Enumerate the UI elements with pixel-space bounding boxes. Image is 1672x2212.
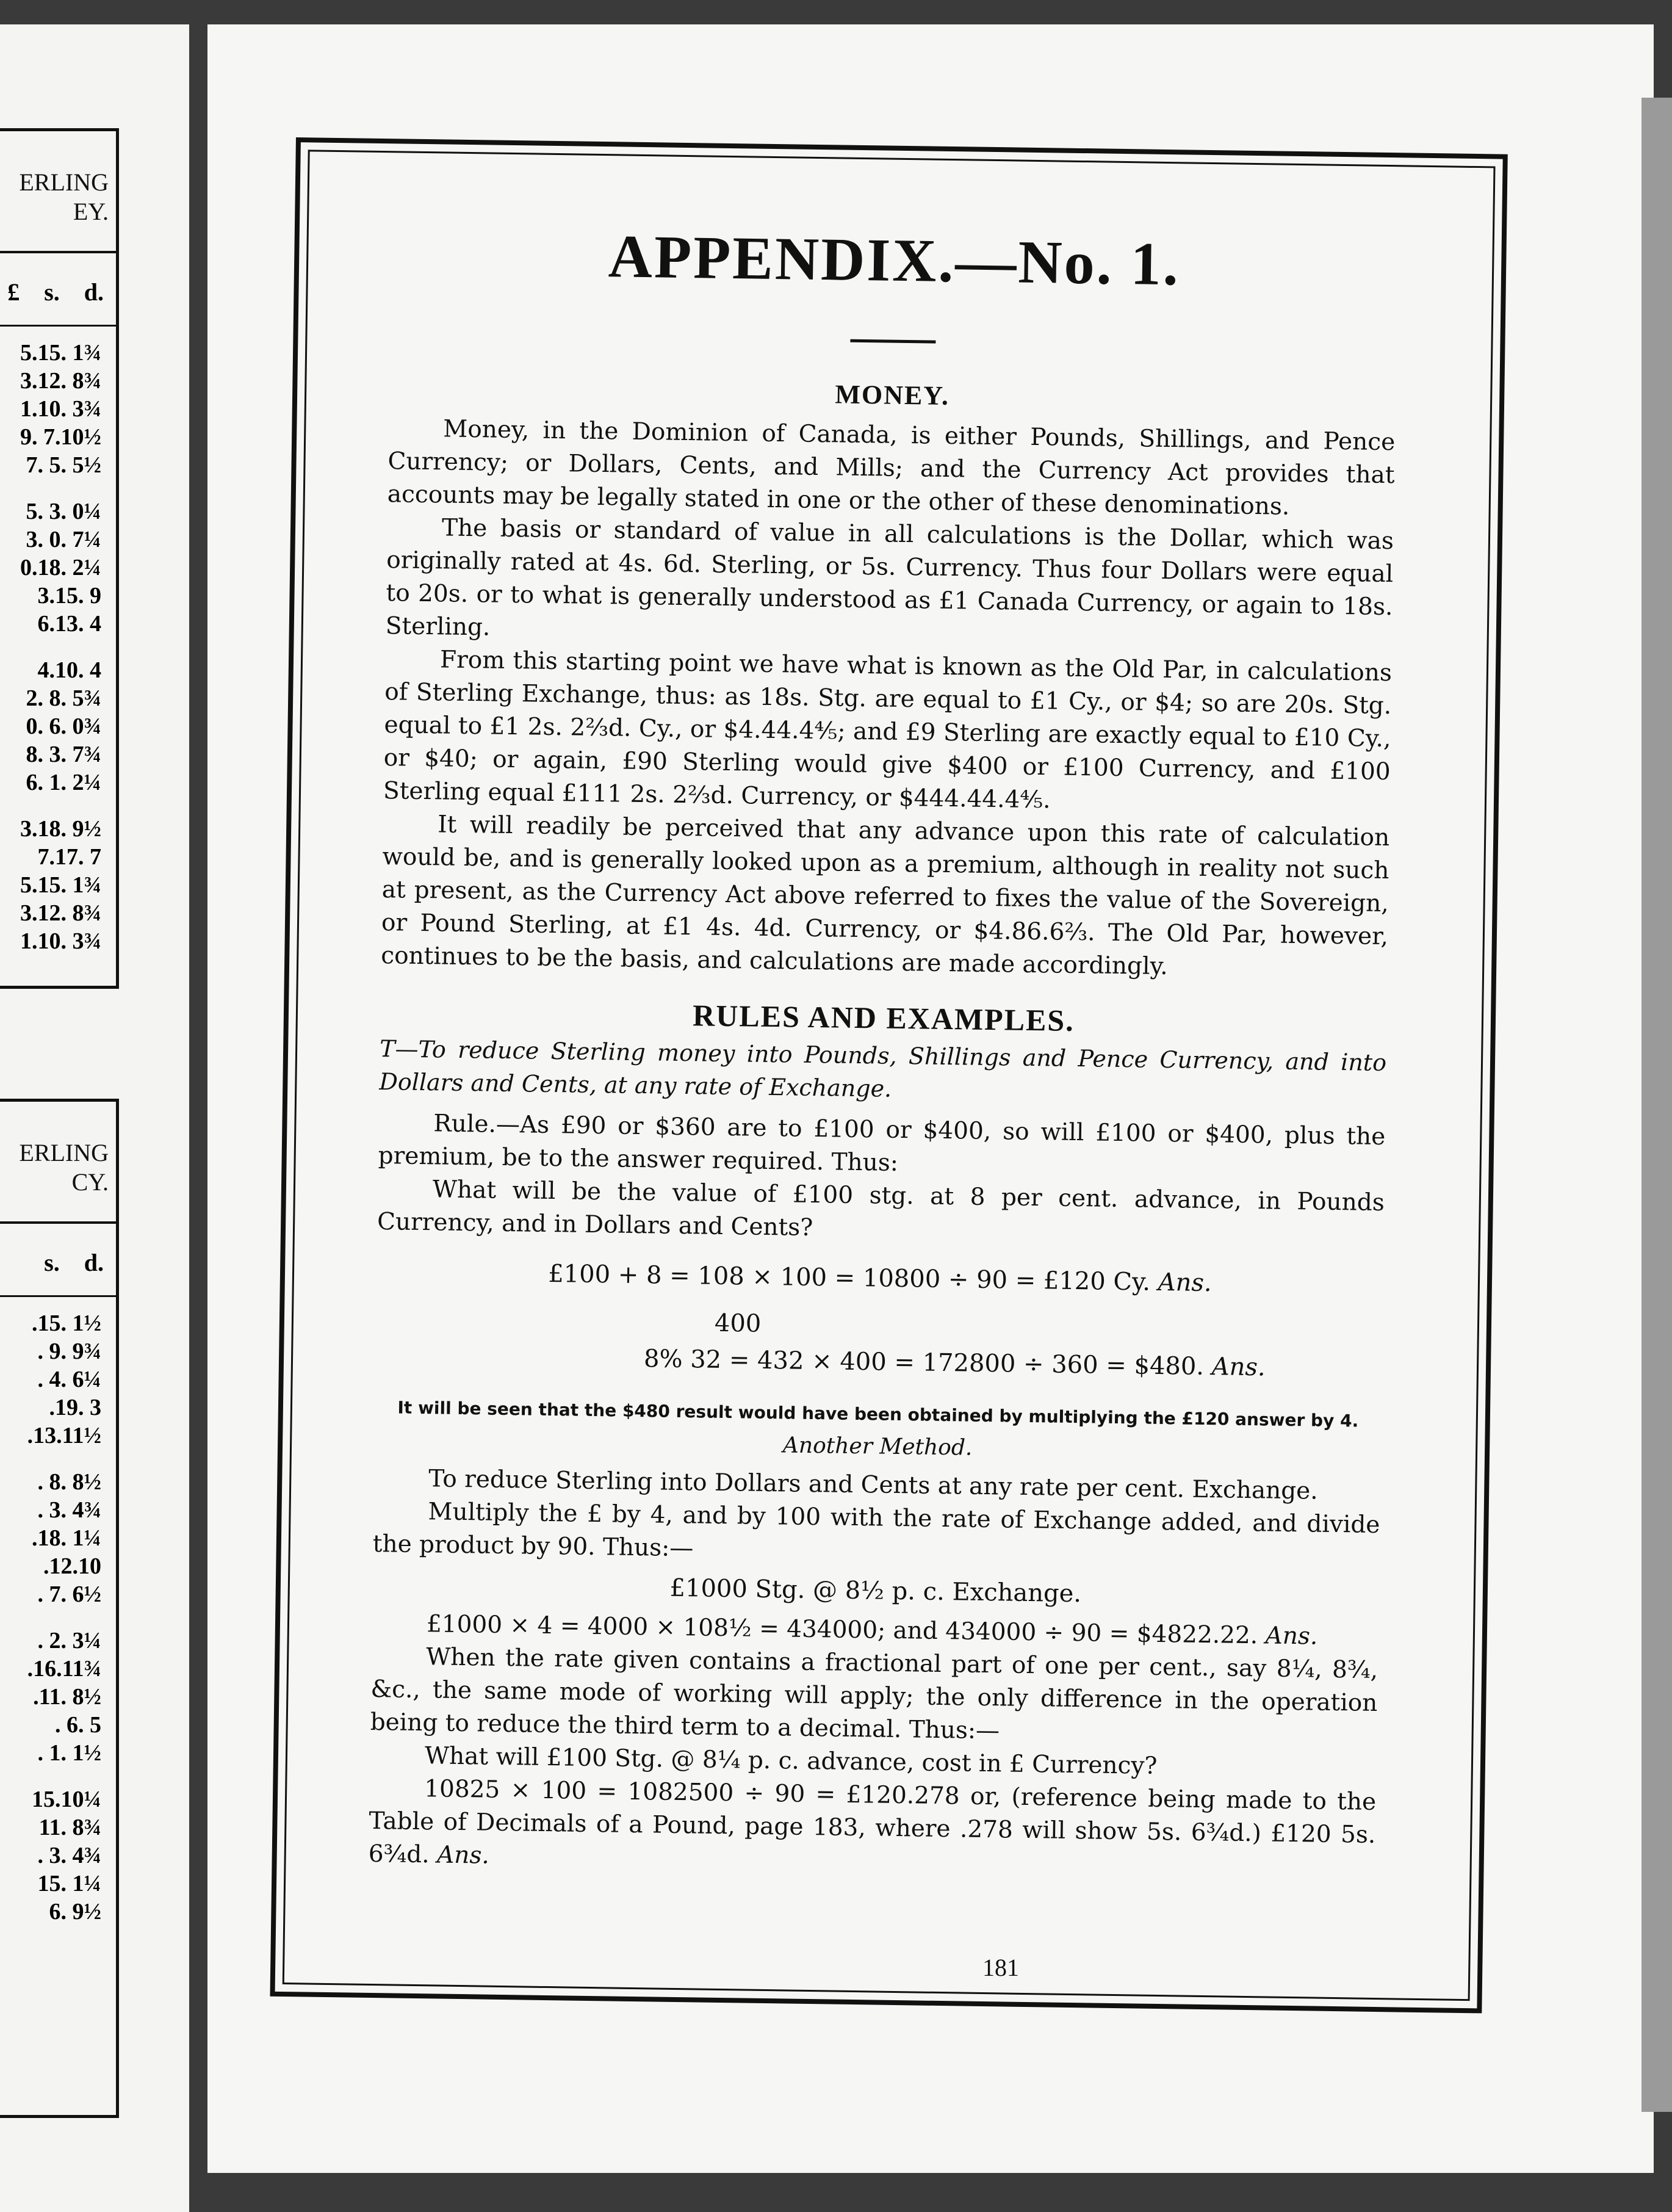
table-row: .13.11½ [27,1423,101,1448]
equation-1 [377,1254,1384,1303]
question-1: What will be the value of £100 stg. at 8 per cent. advance, in Pounds Currency, and in Dollars and Cents? [377,1176,1385,1242]
table-row: 11. 8¾ [38,1815,101,1840]
table1-columns: £ s. d. [0,253,116,327]
table-row: 3. 0. 7¼ [26,527,101,552]
table-row: 7. 5. 5½ [26,452,101,478]
another-method-heading: Another Method. [782,1433,973,1461]
equation-3: £1000 Stg. @ 8½ p. c. Exchange. [669,1574,1082,1608]
note-line: It will be seen that the $480 result would have been obtained by multiplying the £120 answer by 4. [397,1397,1359,1431]
table-row: 9. 7.10½ [20,424,101,450]
paragraph-4: It will readily be perceived that any advance upon this rate of calculation would be, and is generally looked upon as a premium, although in reality not such at present, as the Currency Act above referred to fixes the value of the Sovereign, or Pound Sterling, at £1 4s. 4d. Currency, or $4.86.6⅔. The Old Par, however, continues to be the basis, and calculations are made accordingly. [380,811,1390,981]
final-ans: Ans. [436,1841,490,1870]
final-answer [368,1772,1376,1885]
table-row: 15.10¼ [32,1787,101,1812]
table-row: . 7. 6½ [37,1581,101,1607]
equation-2-text: 8% 32 = 432 × 400 = 172800 ÷ 360 = $480. [643,1345,1205,1381]
table-row: . 3. 4¾ [37,1843,101,1868]
method-text-1: To reduce Sterling into Dollars and Cents at any rate per cent. Exchange. [428,1465,1319,1505]
table-row [0,1608,101,1627]
table1-header-line1: ERLING [19,168,109,196]
table-row: 3.12. 8¾ [20,368,101,394]
table-row [0,479,101,497]
sterling-table-2 [0,1099,119,2118]
table-row [0,1767,101,1785]
table-row: . 8. 8½ [37,1469,101,1495]
table-row: 7.17. 7 [37,844,101,870]
table-row: 1.10. 3¾ [20,928,101,954]
table-row: . 2. 3¼ [37,1628,101,1654]
table-row: 8. 3. 7¾ [26,742,101,767]
table-row: .18. 1¼ [32,1525,101,1551]
table-row: 6.13. 4 [37,611,101,637]
table-row: 5.15. 1¾ [20,340,101,366]
section-money-heading: MONEY. [835,379,950,411]
equation-4-text: £1000 × 4 = 4000 × 108½ = 434000; and 434000 ÷ 90 = $4822.22. [426,1610,1258,1650]
page-title: APPENDIX.—No. 1. [608,222,1181,298]
table-row: 0.18. 2¼ [20,555,101,580]
paragraph-1: Money, in the Dominion of Canada, is either Pounds, Shillings, and Pence Currency; or Dollars, Cents, and Mills; and the Currency Act provides that accounts may be legally stated in one or the other of these denominations. [387,415,1396,521]
rule-heading: T—To reduce Sterling money into Pounds, Shillings and Pence Currency, and into Dollars and Cents, at any rate of Exchange. [379,1035,1387,1102]
table2-columns: s. d. [0,1224,116,1297]
equation-2-numerator: 400 [714,1309,762,1338]
table-row: 3.15. 9 [37,583,101,609]
final-text: 10825 × 100 = 1082500 ÷ 90 = £120.278 or, (reference being made to the Table of Decimals of a Pound, page 183, where .278 will show 5s. 6¾d.) £120 5s. 6¾d. [368,1775,1377,1869]
table-row: . 6. 5 [55,1712,101,1738]
table1-header-line2: EY. [73,198,109,225]
question-2: What will £100 Stg. @ 8¼ p. c. advance, cost in £ Currency? [424,1742,1158,1780]
table-row: 0. 6. 0¾ [26,714,101,739]
table-row: 2. 8. 5¾ [26,685,101,711]
book-edge [1641,98,1672,2112]
table-row: . 4. 6¼ [37,1367,101,1392]
table-row: 5.15. 1¾ [20,872,101,898]
section-rules-heading: RULES AND EXAMPLES. [692,998,1075,1038]
previous-page-fragment [0,24,189,2212]
equation-2-ans: Ans. [1211,1353,1266,1382]
table-row: . 3. 4¾ [37,1497,101,1523]
table-row: 6. 1. 2¼ [26,770,101,795]
table2-header-line1: ERLING [19,1139,109,1166]
page-border [270,137,1507,2013]
table2-values [0,1297,116,1926]
table-row: . 9. 9¾ [37,1339,101,1364]
appendix-page [207,24,1654,2173]
equation-1-ans: Ans. [1158,1268,1212,1298]
table-row [0,797,101,815]
sterling-table-1 [0,128,119,989]
table-row: .11. 8½ [33,1684,101,1710]
table-row: 4.10. 4 [37,657,101,683]
table-row [0,638,101,656]
method-text-2: Multiply the £ by 4, and by 100 with the rate of Exchange added, and divide the product by 90. Thus:— [372,1498,1380,1563]
table2-header-line2: CY. [71,1168,109,1196]
table-row: 15. 1¼ [37,1871,101,1896]
page-number: 181 [982,1954,1019,1981]
paragraph-3: From this starting point we have what is known as the Old Par, in calculations of Sterling Exchange, thus: as 18s. Stg. are equal to £1 Cy., or $4; so are 20s. Stg. equal to £1 2s. 2⅔d. Cy., or $4.44.4⅘; and £9 Sterling are exactly equal to £10 Cy., or $40; or again, £90 Sterling would give $400 or £100 Currency, and £100 Sterling equal £111 2s. 2⅔d. Currency, or $444.44.4⅘. [383,646,1393,814]
table-row: .19. 3 [49,1395,101,1420]
table-row [0,1450,101,1468]
table-row: 3.18. 9½ [20,816,101,842]
equation-2 [375,1304,1383,1404]
equation-4-ans: Ans. [1265,1622,1318,1650]
table-row: 3.12. 8¾ [20,900,101,926]
table-row: .16.11¾ [27,1656,101,1682]
paragraph-2: The basis or standard of value in all calculations is the Dollar, which was originally rated at 4s. 6d. Sterling, or 5s. Currency. Thus four Dollars were equal to 20s. or to what is generally understood as £1 Canada Currency, or again to 18s. Sterling. [385,514,1394,642]
table-row: .12.10 [43,1553,101,1579]
table-row: . 1. 1½ [37,1740,101,1766]
table-row: .15. 1½ [32,1310,101,1336]
table1-values [0,327,116,955]
title-divider [850,339,935,344]
fraction-text: When the rate given contains a fractional part of one per cent., say 8¼, 8¾, &c., the same mode of working will apply; the only difference in the operation being to reduce the third term to a decimal. Thus:— [370,1643,1378,1745]
table-row: 5. 3. 0¼ [26,499,101,524]
table-row: 1.10. 3¾ [20,396,101,422]
page-content [368,217,1398,1885]
equation-1-text: £100 + 8 = 108 × 100 = 10800 ÷ 90 = £120 Cy. [547,1259,1151,1296]
table-row: 6. 9½ [49,1899,101,1925]
rule-text: Rule.—As £90 or $360 are to £100 or $400, so will £100 or $400, plus the premium, be to the answer required. Thus: [378,1110,1386,1177]
